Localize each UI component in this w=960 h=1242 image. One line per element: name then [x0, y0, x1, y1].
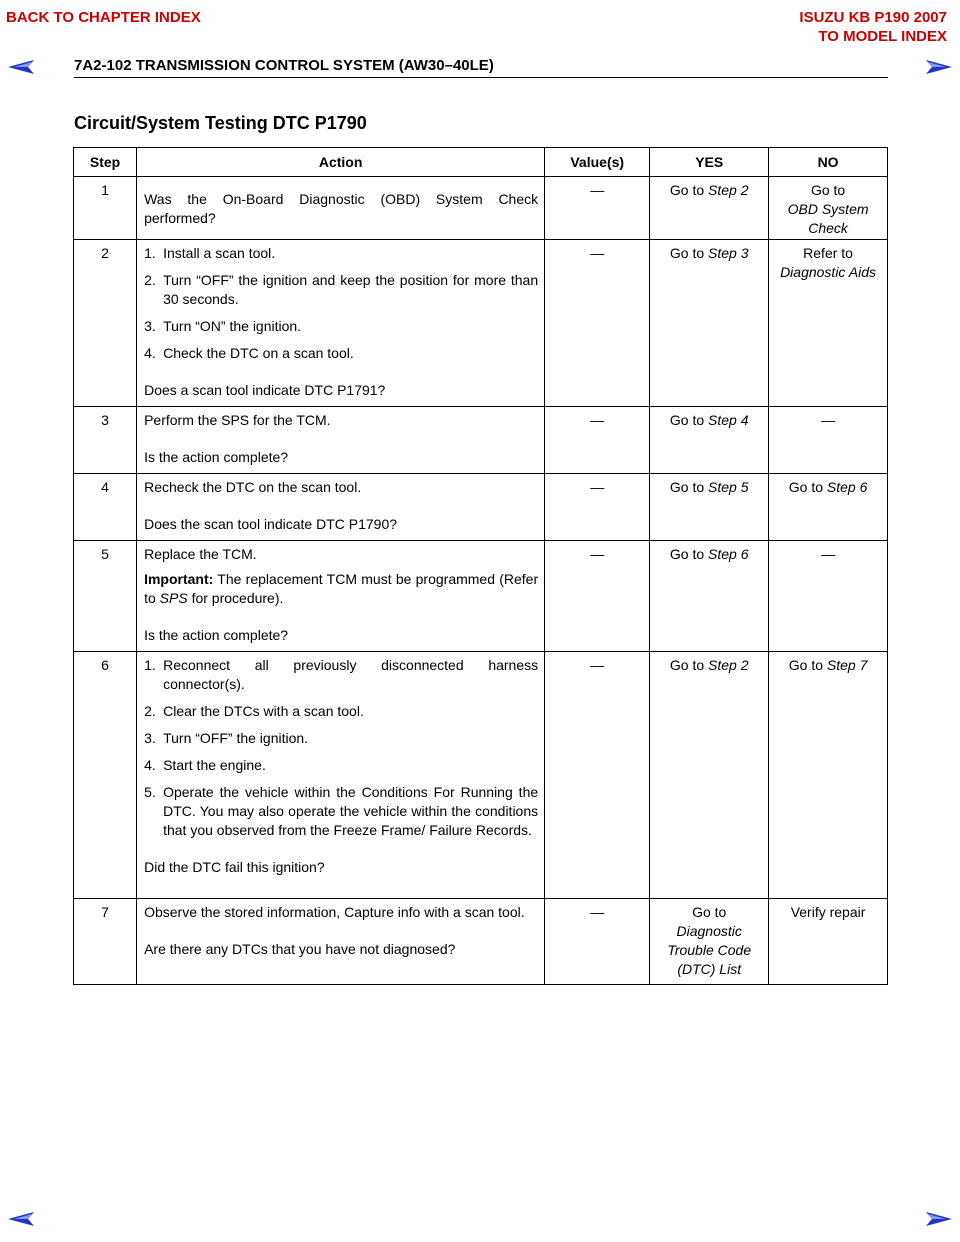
yes-prefix: Go to	[692, 904, 727, 920]
important-label: Important:	[144, 571, 214, 587]
yes-cell	[650, 407, 769, 474]
no-cell	[769, 177, 888, 240]
yes-prefix: Go to	[669, 479, 709, 495]
yes-cell	[650, 899, 769, 985]
table-row	[74, 240, 888, 407]
page-header: 7A2-102 TRANSMISSION CONTROL SYSTEM (AW30–40LE)	[74, 57, 888, 78]
yes-cell	[650, 474, 769, 541]
action-text: Recheck the DTC on the scan tool.	[144, 479, 362, 495]
no-prefix: Refer to	[803, 245, 853, 261]
procedure-item: 5. Operate the vehicle within the Conditions For Running the DTC. You may also operate the vehicle within the conditions that you observed from the Freeze Frame/ Failure Records.	[144, 784, 539, 838]
table-row	[74, 652, 888, 899]
value-cell: —	[545, 652, 650, 899]
procedure-item: 4. Start the engine.	[144, 757, 266, 773]
sps-reference-link[interactable]: SPS	[159, 590, 188, 606]
action-question: Does the scan tool indicate DTC P1790?	[144, 516, 398, 532]
table-row	[74, 541, 888, 652]
procedure-item: 3. Turn “ON” the ignition.	[144, 318, 302, 334]
yes-reference-link[interactable]: Step 6	[708, 546, 749, 562]
step-number: 5	[74, 541, 137, 652]
action-question: Is the action complete?	[144, 627, 289, 643]
no-cell	[769, 474, 888, 541]
yes-cell	[650, 541, 769, 652]
action-question: Are there any DTCs that you have not diagnosed?	[144, 941, 456, 957]
model-title-link[interactable]: ISUZU KB P190 2007	[799, 9, 947, 26]
section-title: Circuit/System Testing DTC P1790	[74, 113, 367, 133]
yes-prefix: Go to	[669, 657, 709, 673]
step-number: 1	[74, 177, 137, 240]
action-text: Perform the SPS for the TCM.	[144, 412, 331, 428]
yes-reference-link[interactable]: Step 5	[708, 479, 749, 495]
no-cell: —	[769, 541, 888, 652]
header-step: Step	[74, 148, 137, 177]
action-question: Is the action complete?	[144, 449, 289, 465]
next-page-bottom-arrow-icon[interactable]	[924, 1210, 954, 1228]
action-cell	[137, 240, 545, 407]
value-cell: —	[545, 541, 650, 652]
header-value: Value(s)	[545, 148, 650, 177]
yes-prefix: Go to	[669, 412, 709, 428]
procedure-list	[144, 244, 538, 363]
yes-reference-link[interactable]: Step 3	[708, 245, 749, 261]
action-cell	[137, 652, 545, 899]
table-row	[74, 899, 888, 985]
action-cell	[137, 407, 545, 474]
next-page-arrow-icon[interactable]	[924, 58, 954, 76]
yes-reference-link[interactable]: Diagnostic Trouble Code (DTC) List	[667, 923, 752, 977]
header-no: NO	[769, 148, 888, 177]
value-cell: —	[545, 899, 650, 985]
action-text: Observe the stored information, Capture info with a scan tool.	[144, 904, 525, 920]
table-row	[74, 474, 888, 541]
step-number: 7	[74, 899, 137, 985]
no-cell	[769, 652, 888, 899]
diagnostic-steps-table	[73, 147, 888, 985]
no-reference-link[interactable]: Diagnostic Aids	[780, 264, 877, 280]
value-cell: —	[545, 240, 650, 407]
action-cell	[137, 541, 545, 652]
action-cell	[137, 177, 545, 240]
value-cell: —	[545, 474, 650, 541]
value-cell: —	[545, 177, 650, 240]
step-number: 2	[74, 240, 137, 407]
table-row	[74, 177, 888, 240]
header-yes: YES	[650, 148, 769, 177]
yes-reference-link[interactable]: Step 2	[708, 182, 749, 198]
to-model-index-link[interactable]: TO MODEL INDEX	[818, 28, 947, 45]
value-cell: —	[545, 407, 650, 474]
no-cell: Verify repair	[769, 899, 888, 985]
procedure-item: 2. Turn “OFF” the ignition and keep the position for more than 30 seconds.	[144, 272, 539, 307]
no-prefix: Go to	[810, 182, 846, 198]
action-cell	[137, 899, 545, 985]
procedure-item: 1. Reconnect all previously disconnected harness connector(s).	[144, 657, 539, 692]
yes-cell	[650, 240, 769, 407]
procedure-item: 1. Install a scan tool.	[144, 245, 276, 261]
action-cell	[137, 474, 545, 541]
important-note: Important: The replacement TCM must be programmed (Refer to SPS for procedure).	[144, 571, 539, 606]
procedure-list	[144, 656, 538, 840]
action-question: Was the On-Board Diagnostic (OBD) System Check performed?	[144, 191, 539, 226]
no-cell: —	[769, 407, 888, 474]
yes-reference-link[interactable]: Step 4	[708, 412, 749, 428]
header-action: Action	[137, 148, 545, 177]
no-prefix: Go to	[788, 479, 827, 495]
yes-reference-link[interactable]: Step 2	[708, 657, 749, 673]
action-text: Replace the TCM.	[144, 546, 257, 562]
procedure-item: 3. Turn “OFF” the ignition.	[144, 730, 309, 746]
yes-cell	[650, 177, 769, 240]
action-question: Does a scan tool indicate DTC P1791?	[144, 382, 386, 398]
table-row	[74, 407, 888, 474]
no-reference-link[interactable]: Step 7	[826, 657, 868, 673]
table-header-row	[74, 148, 888, 177]
action-question: Did the DTC fail this ignition?	[144, 859, 325, 875]
yes-prefix: Go to	[669, 546, 709, 562]
step-number: 3	[74, 407, 137, 474]
procedure-item: 4. Check the DTC on a scan tool.	[144, 345, 354, 361]
step-number: 6	[74, 652, 137, 899]
procedure-item: 2. Clear the DTCs with a scan tool.	[144, 703, 364, 719]
no-reference-link[interactable]: Step 6	[826, 479, 868, 495]
previous-page-arrow-icon[interactable]	[6, 58, 36, 76]
no-cell	[769, 240, 888, 407]
previous-page-bottom-arrow-icon[interactable]	[6, 1210, 36, 1228]
yes-prefix: Go to	[669, 182, 709, 198]
step-number: 4	[74, 474, 137, 541]
yes-cell	[650, 652, 769, 899]
yes-prefix: Go to	[669, 245, 709, 261]
back-to-chapter-index-link[interactable]: BACK TO CHAPTER INDEX	[6, 9, 201, 26]
no-prefix: Go to	[788, 657, 827, 673]
no-reference-link[interactable]: OBD System Check	[787, 201, 869, 236]
